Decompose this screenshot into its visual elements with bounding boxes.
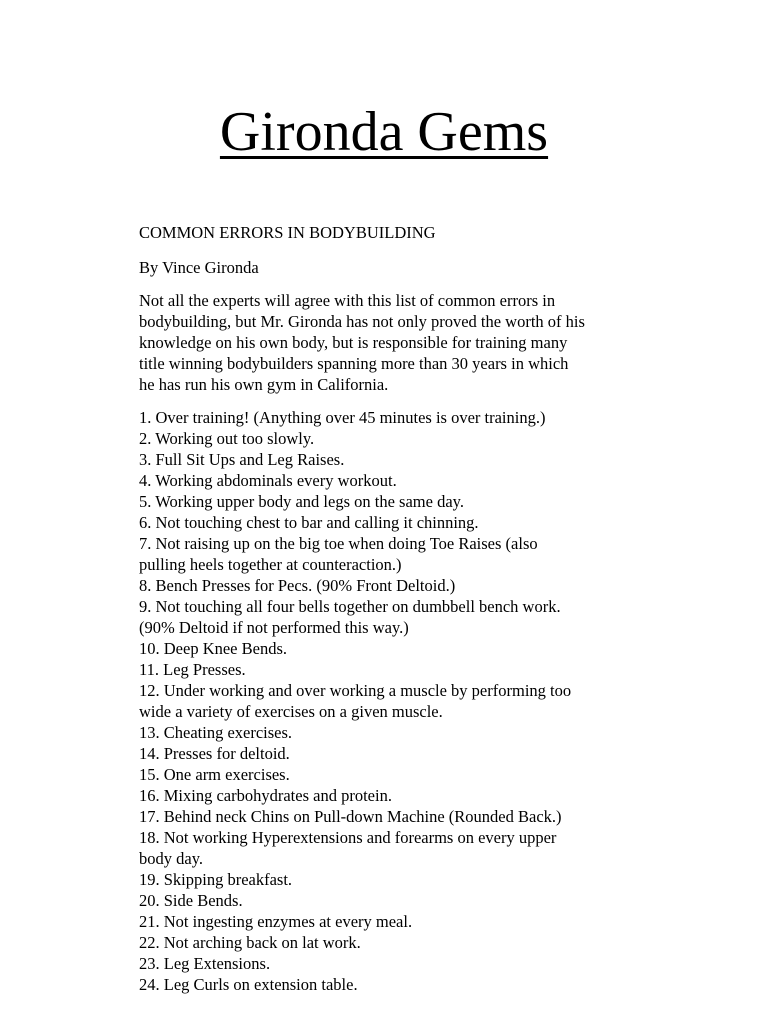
list-item-continuation: wide a variety of exercises on a given muscle. [139, 702, 443, 721]
list-item: 6. Not touching chest to bar and calling it chinning. [139, 513, 479, 532]
list-item: 16. Mixing carbohydrates and protein. [139, 786, 392, 805]
list-item: 20. Side Bends. [139, 891, 243, 910]
author-byline: By Vince Gironda [139, 258, 259, 277]
list-item: 12. Under working and over working a muscle by performing too [139, 681, 572, 700]
list-item: 11. Leg Presses. [139, 660, 246, 679]
section-heading: COMMON ERRORS IN BODYBUILDING [139, 223, 436, 242]
list-item: 23. Leg Extensions. [139, 954, 271, 973]
intro-line: Not all the experts will agree with this list of common errors in [139, 291, 556, 310]
list-item: 7. Not raising up on the big toe when doing Toe Raises (also [139, 534, 538, 553]
intro-line: knowledge on his own body, but is responsible for training many [139, 333, 568, 352]
list-item: 22. Not arching back on lat work. [139, 933, 361, 952]
list-item: 24. Leg Curls on extension table. [139, 975, 358, 994]
list-item: 10. Deep Knee Bends. [139, 639, 288, 658]
list-item: 9. Not touching all four bells together on dumbbell bench work. [139, 597, 561, 616]
list-item: 18. Not working Hyperextensions and forearms on every upper [139, 828, 557, 847]
list-item: 15. One arm exercises. [139, 765, 290, 784]
list-item: 21. Not ingesting enzymes at every meal. [139, 912, 413, 931]
intro-line: bodybuilding, but Mr. Gironda has not only proved the worth of his [139, 312, 585, 331]
intro-paragraph [139, 290, 639, 395]
intro-line: title winning bodybuilders spanning more than 30 years in which [139, 354, 569, 373]
list-item-continuation: (90% Deltoid if not performed this way.) [139, 618, 409, 637]
errors-list [139, 407, 639, 995]
intro-line: he has run his own gym in California. [139, 375, 389, 394]
list-item: 5. Working upper body and legs on the same day. [139, 492, 464, 511]
list-item: 4. Working abdominals every workout. [139, 471, 397, 490]
list-item: 13. Cheating exercises. [139, 723, 293, 742]
list-item: 8. Bench Presses for Pecs. (90% Front Deltoid.) [139, 576, 456, 595]
list-item: 17. Behind neck Chins on Pull-down Machine (Rounded Back.) [139, 807, 562, 826]
list-item: 2. Working out too slowly. [139, 429, 315, 448]
list-item: 3. Full Sit Ups and Leg Raises. [139, 450, 345, 469]
document-body [139, 222, 639, 995]
list-item: 14. Presses for deltoid. [139, 744, 290, 763]
list-item-continuation: body day. [139, 849, 204, 868]
document-title: Gironda Gems [219, 101, 549, 163]
list-item: 1. Over training! (Anything over 45 minutes is over training.) [139, 408, 546, 427]
list-item-continuation: pulling heels together at counteraction.) [139, 555, 402, 574]
list-item: 19. Skipping breakfast. [139, 870, 293, 889]
